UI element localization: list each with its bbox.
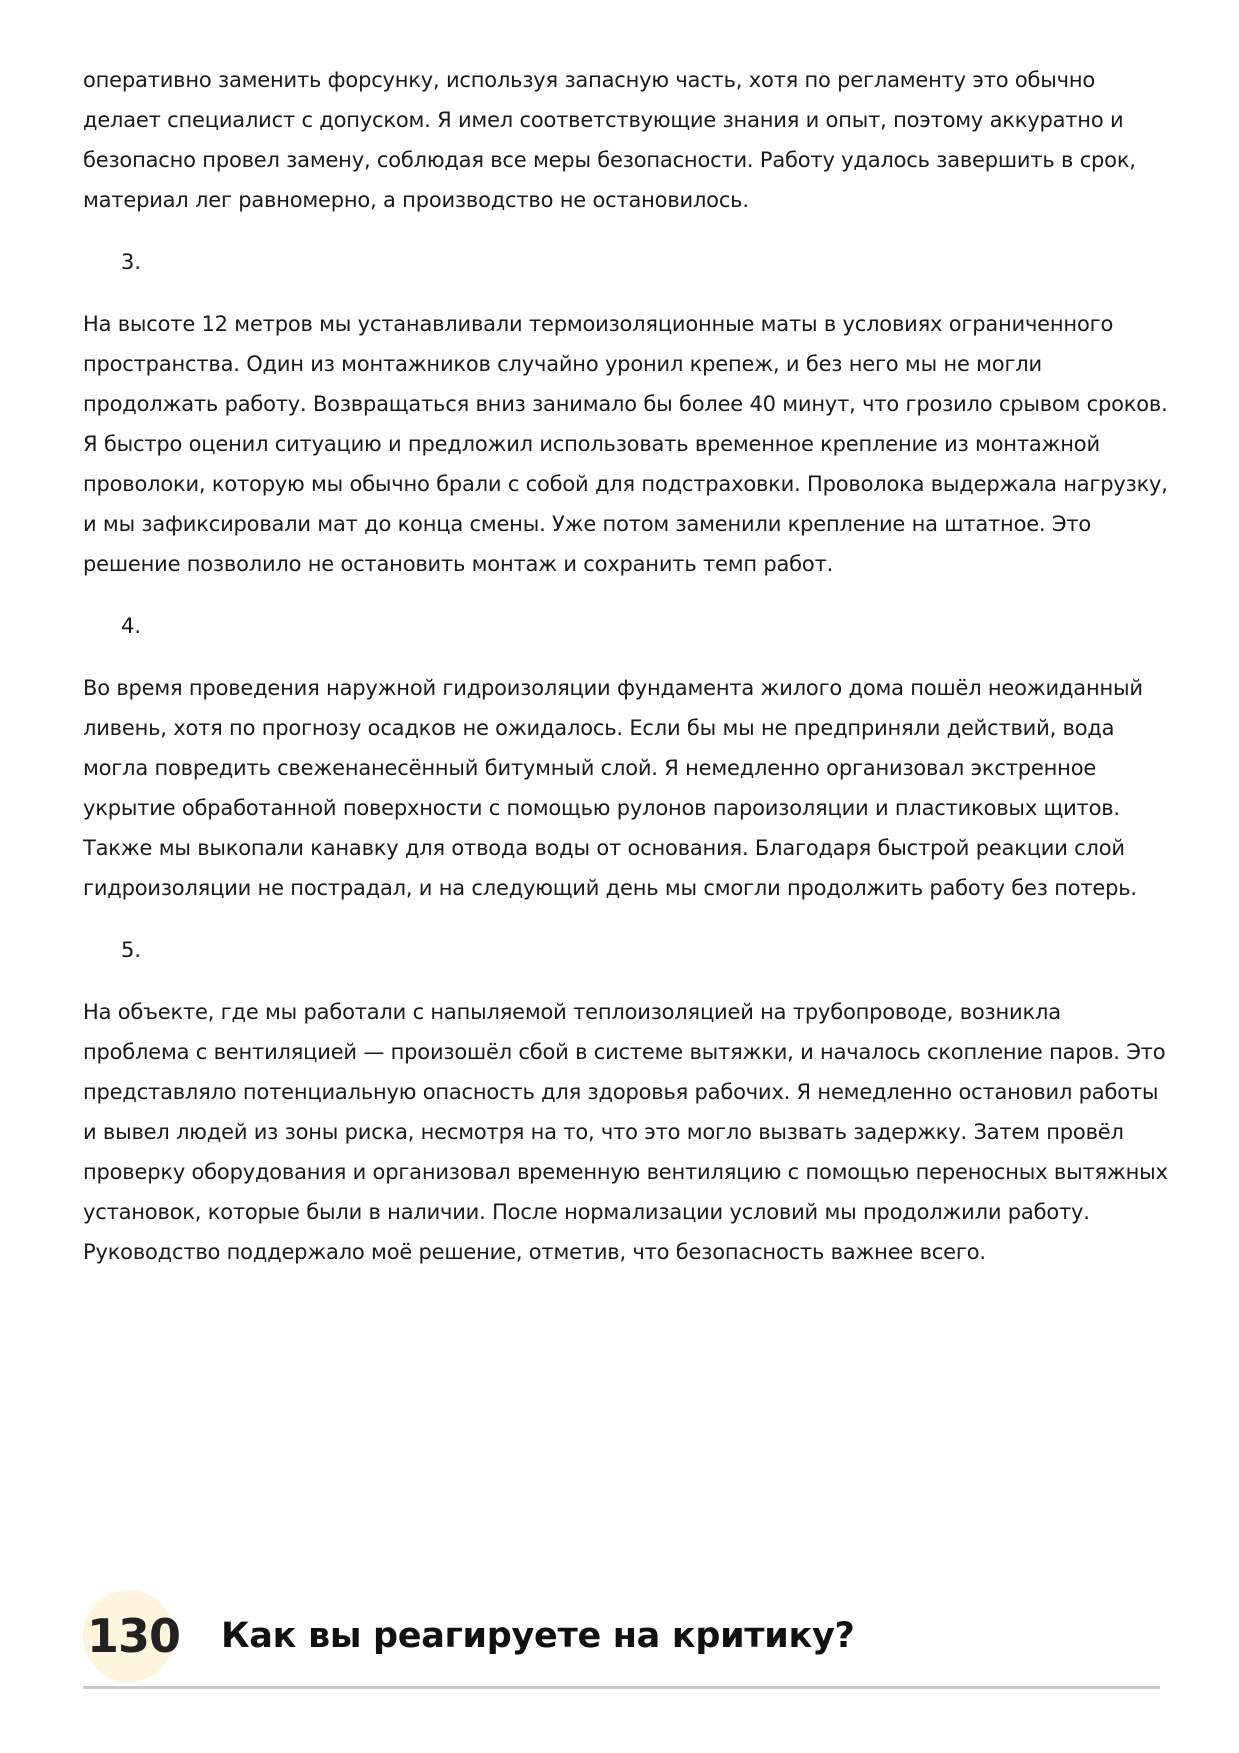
document-body xyxy=(83,60,1168,1272)
list-item-text: Во время проведения наружной гидроизоляции фундамента жилого дома пошёл неожиданный ливень, хотя по прогнозу осадков не ожидалось. Если бы мы не предприняли действий, вода могла повредить свеженанесённый битумный слой. Я немедленно организовал экстренное укрытие обработанной поверхности с помощью рулонов пароизоляции и пластиковых щитов. Также мы выкопали канавку для отвода воды от основания. Благодаря быстрой реакции слой гидроизоляции не пострадал, и на следующий день мы смогли продолжить работу без потерь. xyxy=(83,676,1143,900)
question-header xyxy=(83,1590,1160,1689)
spacer xyxy=(83,908,1168,930)
spacer xyxy=(83,970,1168,992)
question-number: 130 xyxy=(87,1609,181,1663)
spacer xyxy=(83,282,1168,304)
list-item-number: 5. xyxy=(121,938,142,962)
spacer xyxy=(83,584,1168,606)
list-item-text: На объекте, где мы работали с напыляемой теплоизоляцией на трубопроводе, возникла проблема с вентиляцией — произошёл сбой в системе вытяжки, и началось скопление паров. Это представляло потенциальную опасность для здоровья рабочих. Я немедленно остановил работы и вывел людей из зоны риска, несмотря на то, что это могло вызвать задержку. Затем провёл проверку оборудования и организовал временную вентиляцию с помощью переносных вытяжных установок, которые были в наличии. После нормализации условий мы продолжили работу. Руководство поддержало моё решение, отметив, что безопасность важнее всего. xyxy=(83,1000,1168,1264)
list-item-text: На высоте 12 метров мы устанавливали термоизоляционные маты в условиях ограниченного пространства. Один из монтажников случайно уронил крепеж, и без него мы не могли продолжать работу. Возвращаться вниз занимало бы более 40 минут, что грозило срывом сроков. Я быстро оценил ситуацию и предложил использовать временное крепление из монтажной проволоки, которую мы обычно брали с собой для подстраховки. Проволока выдержала нагрузку, и мы зафиксировали мат до конца смены. Уже потом заменили крепление на штатное. Это решение позволило не остановить монтаж и сохранить темп работ. xyxy=(83,312,1168,576)
list-item-number: 3. xyxy=(121,250,142,274)
spacer xyxy=(83,646,1168,668)
question-title: Как вы реагируете на критику? xyxy=(221,1616,855,1656)
list-item-number: 4. xyxy=(121,614,142,638)
spacer xyxy=(83,220,1168,242)
paragraph-intro: оперативно заменить форсунку, используя запасную часть, хотя по регламенту это обычно делает специалист с допуском. Я имел соответствующие знания и опыт, поэтому аккуратно и безопасно провел замену, соблюдая все меры безопасности. Работу удалось завершить в срок, материал лег равномерно, а производство не остановилось. xyxy=(83,68,1136,212)
